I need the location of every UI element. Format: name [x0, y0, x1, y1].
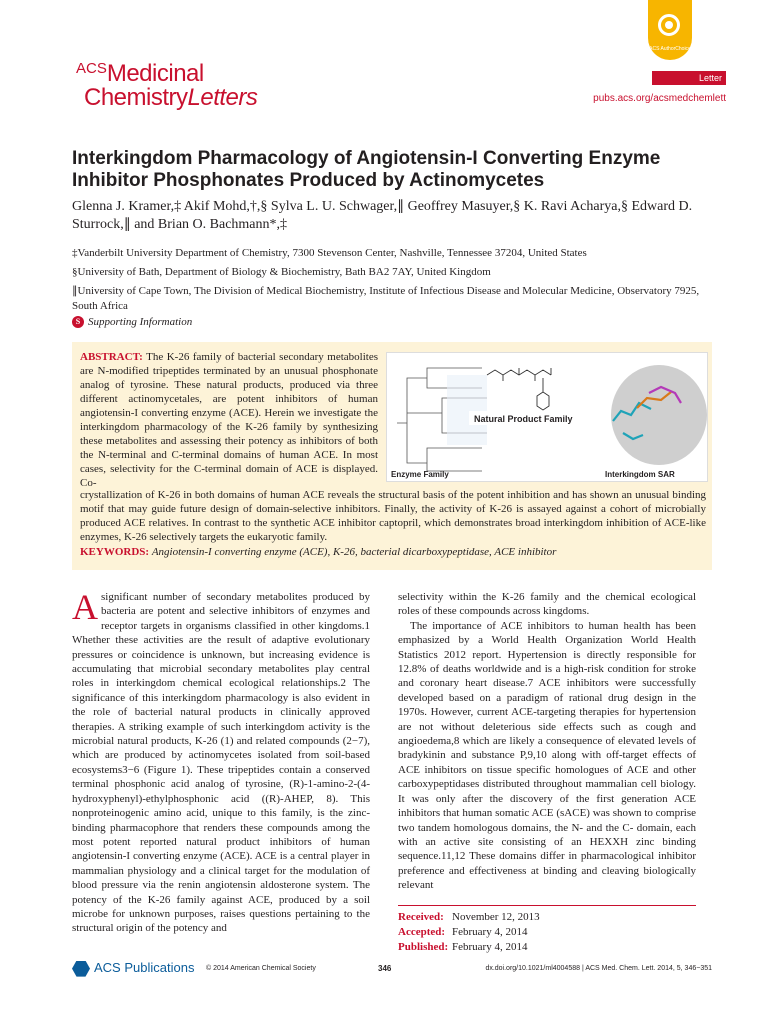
- toc-label-sar: Interkingdom SAR: [605, 470, 675, 479]
- toc-label-natural-product: Natural Product Family: [474, 414, 573, 424]
- supporting-info-icon: S: [72, 316, 84, 328]
- toc-graphic: [386, 352, 708, 482]
- open-access-icon: [658, 14, 680, 36]
- journal-url-link[interactable]: pubs.acs.org/acsmedchemlett: [593, 93, 726, 104]
- acs-authorchoice-badge[interactable]: [648, 0, 692, 60]
- affiliation: §University of Bath, Department of Biology & Biochemistry, Bath BA2 7AY, United Kingdom: [72, 266, 491, 278]
- affiliations: [72, 246, 712, 318]
- copyright: © 2014 American Chemical Society: [206, 965, 316, 972]
- body-column-right: [398, 590, 696, 893]
- supporting-info-link[interactable]: S Supporting Information: [72, 316, 192, 328]
- drop-cap: A: [72, 587, 98, 627]
- article-type-badge: Letter: [652, 71, 726, 85]
- doi-citation[interactable]: dx.doi.org/10.1021/ml4004588 | ACS Med. Chem. Lett. 2014, 5, 346−351: [485, 965, 712, 972]
- toc-label-enzyme-family: Enzyme Family: [391, 470, 449, 479]
- protein-surface: [611, 365, 707, 465]
- page-number: 346: [378, 964, 392, 973]
- badge-label: ACS AuthorChoice: [649, 46, 691, 52]
- paragraph: selectivity within the K-26 family and the chemical ecological roles of these compounds across kingdoms.: [398, 591, 696, 618]
- paragraph: The importance of ACE inhibitors to human health has been emphasized by a World Health Organization World Health Statistics 2012 report. Hypertension is directly responsible for 12.8% of deaths worldwide and is a high-risk condition for stroke and coronary heart disease.7 ACE inhibitors were successfully developed based on a paradigm of rational drug design in the 1970s. However, current ACE-targeting therapies for hypertension are not without deleterious side effects such as cough and angioedema,8 which are likely a consequence of elevated levels of bradykinin and substance P,9,10 along with off-target effects of ACE inhibitors on tissue specific homologues of ACE and other carboxypeptidases distributed throughout mammalian cell biology. It was only after the discovery of the first generation ACE inhibitors that human somatic ACE (sACE) was shown to comprise two tandem homologous domains, the N- and the C- domain, each with an active site consisting of an HEXXH zinc binding sequence.11,12 These domains differ in pharmacological inhibitor preference and effectiveness at binding and cleaving biologically relevant: [398, 619, 696, 892]
- publication-dates: Received: November 12, 2013 Accepted: February 4, 2014 Published: February 4, 2014: [398, 905, 696, 955]
- journal-logo-line2: ChemistryLetters: [84, 84, 258, 111]
- abstract-text: ABSTRACT: The K-26 family of bacterial secondary metabolites are N-modified tripeptides terminated by an unusual phosphonate analog of tyrosine. These natural products, produced via three different actinomycetales, are potent inhibitors of human angiotensin-I converting enzyme (ACE). Herein we investigate the interkingdom pharmacology of the K-26 family by synthesizing these metabolites and assessing their potency as inhibitors of both the N-terminal and C-terminal domains of human ACE. In most cases, selectivity for the C-terminal domain of ACE is displayed. Co-: [80, 351, 378, 489]
- author-list: Glenna J. Kramer,‡ Akif Mohd,†,§ Sylva L. U. Schwager,∥ Geoffrey Masuyer,§ K. Ravi Acharya,§ Edward D. Sturrock,∥ and Brian O. Bachmann*,‡: [72, 199, 693, 232]
- body-column-left: [72, 587, 370, 936]
- article-title: Interkingdom Pharmacology of Angiotensin-I Converting Enzyme Inhibitor Phosphonates Produced by Actinomycetes: [72, 148, 661, 191]
- affiliation: ∥University of Cape Town, The Division of Medical Biochemistry, Institute of Infectious Disease and Molecular Medicine, Observatory 7925, South Africa: [72, 285, 700, 312]
- affiliation: ‡Vanderbilt University Department of Chemistry, 7300 Stevenson Center, Nashville, Tennessee 37204, United States: [72, 247, 587, 259]
- keywords: KEYWORDS: Angiotensin-I converting enzyme (ACE), K-26, bacterial dicarboxypeptidase, ACE inhibitor: [80, 546, 557, 558]
- paragraph: significant number of secondary metabolites produced by bacteria are potent and selective inhibitors of enzymes and receptor targets in organisms classified in other kingdoms.1 Whether these activities are the result of adaptive evolutionary pressures or coincidence is unknown, but increasing evidence is accumulating that microbial secondary metabolites play central roles in interkingdom chemical ecological relationships.2 The significance of this interkingdom pharmacology is also evident in the role of bacterial natural products in clinically approved therapies. A striking example of such interkingdom activity is the microbial natural products, K-26 (1) and related compounds (2−7), which are produced by actinomycetes isolated from soil-based ecosystems3−6 (Figure 1). These tripeptides contain a conserved terminal phosphonic acid analog of tyrosine, (R)-1-amino-2-(4-hydroxyphenyl)-ethylphosphonic acid ((R)-AHEP, 8). This nonproteinogenic amino acid, unique to this family, is the zinc-binding pharmacophore that renders these compounds among the most potent reported natural product inhibitors of human angiotensin-I converting enzyme (ACE). ACE is a central player in mammalian physiology and a clinical target for the modulation of blood pressure via the renin angiotensin aldosterone system. The potency of the K-26 family against ACE, produced by a soil microbe for unknown purposes, raises questions pertaining to the structural origin of the potency and: [72, 591, 370, 935]
- acs-hexagon-icon: [72, 961, 90, 977]
- acs-publications-logo[interactable]: ACS Publications: [72, 960, 194, 977]
- abstract-text-continued: crystallization of K-26 in both domains of human ACE reveals the structural basis of the potent inhibition and has shown an unusual binding motif that may guide future design of domain-selective inhibitors. Finally, the activity of K-26 is assayed against a cohort of microbially produced ACE relatives. In contrast to the synthetic ACE inhibitor captopril, which demonstrates broad interkingdom inhibition of ACE-like enzymes, K-26 selectively targets the eukaryotic family.: [80, 489, 706, 543]
- chemical-structure: [487, 368, 551, 410]
- journal-logo: ACSMedicinal: [76, 60, 204, 87]
